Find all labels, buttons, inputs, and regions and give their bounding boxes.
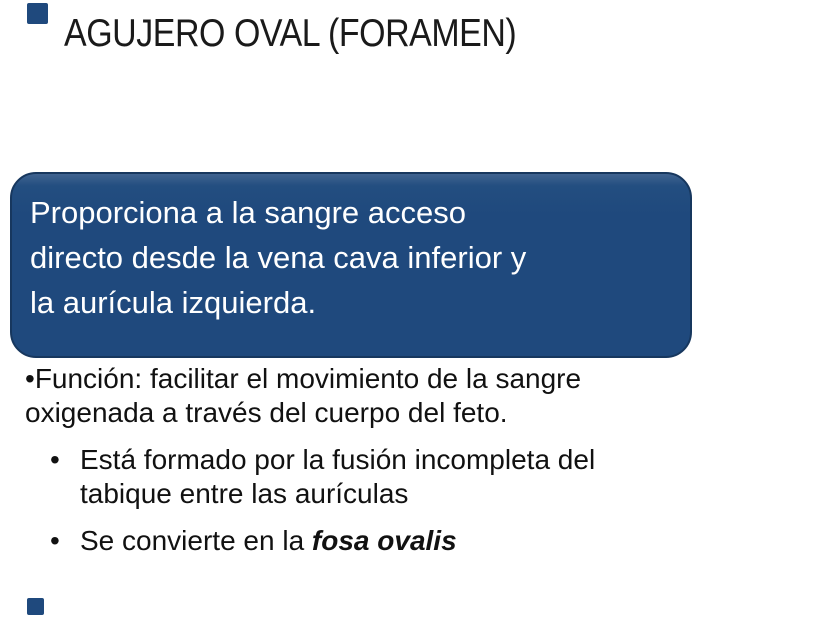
callout-box (10, 172, 692, 358)
bullet-text (80, 524, 457, 558)
bullet-text-run: Función: facilitar el movimiento de la sangre (34, 363, 582, 394)
callout-line-3: la aurícula izquierda. (30, 285, 317, 320)
bullet-text-run: Se convierte en la (80, 525, 312, 556)
decoration-square-top-left (27, 3, 48, 24)
bullet-line (80, 477, 595, 511)
bullet-text-run-emphasis: fosa ovalis (311, 525, 457, 556)
bullet-item (50, 524, 700, 558)
callout-line-2: directo desde la vena cava inferior y (30, 240, 527, 275)
bullet-glyph: • (50, 444, 60, 475)
bullet-text-run: tabique entre las aurículas (80, 478, 409, 509)
bullet-item (25, 362, 700, 430)
bullet-text-run: Está formado por la fusión incompleta del (80, 444, 596, 475)
bullet-text-run: oxigenada a través del cuerpo del feto. (25, 397, 508, 428)
slide-title: AGUJERO OVAL (FORAMEN) (64, 12, 517, 55)
callout-line-1: Proporciona a la sangre acceso (30, 195, 466, 230)
bullet-line (25, 396, 700, 430)
decoration-square-bottom-left (27, 598, 44, 615)
bullet-text (80, 443, 595, 511)
bullet-glyph: • (25, 363, 35, 394)
bullet-item (50, 443, 700, 511)
bullet-list (0, 360, 700, 558)
bullet-glyph: • (50, 525, 60, 556)
bullet-line (25, 362, 700, 396)
bullet-line (80, 524, 457, 558)
bullet-line (80, 443, 595, 477)
